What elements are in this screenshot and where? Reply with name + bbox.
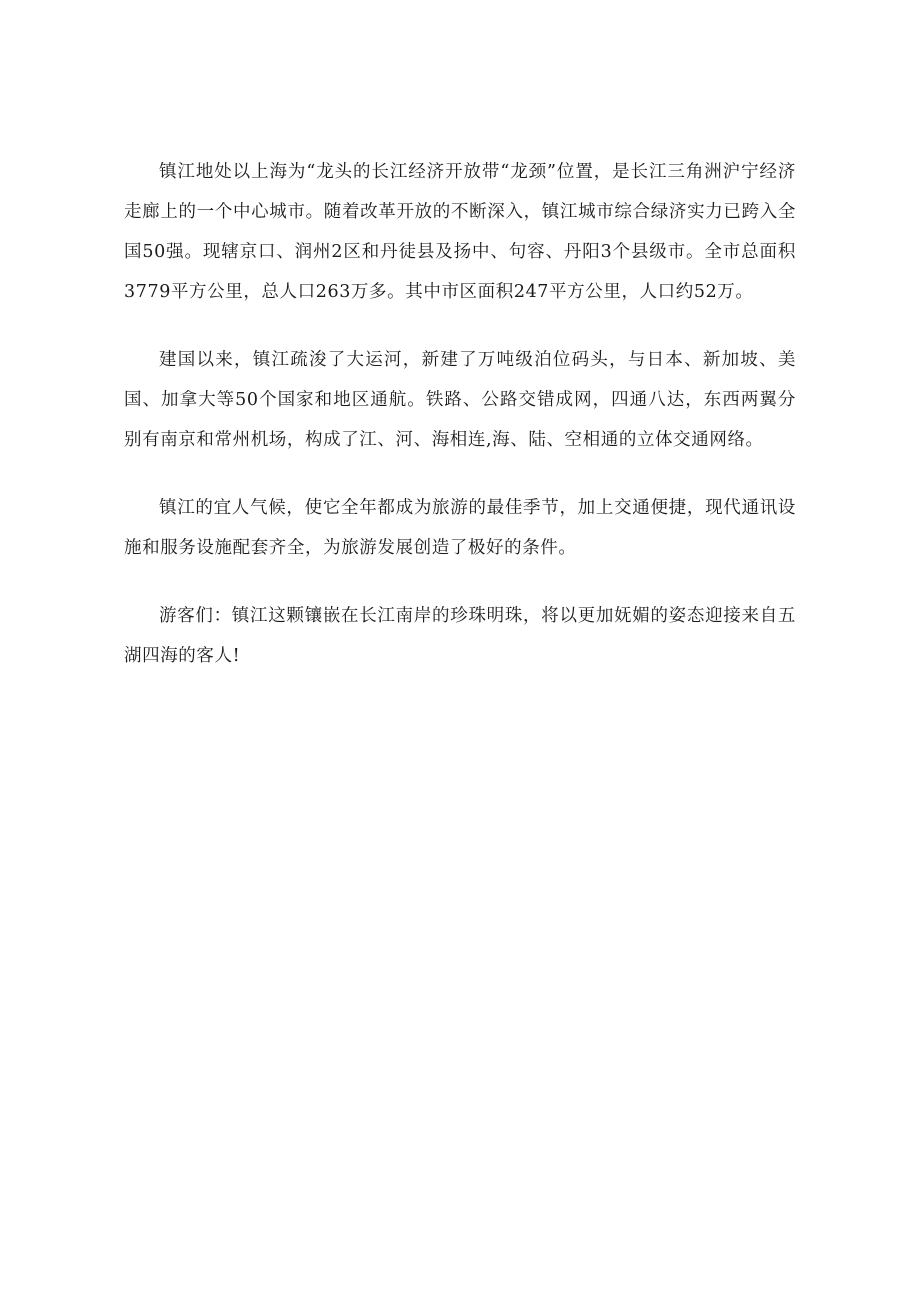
paragraph-climate: 镇江的宜人气候，使它全年都成为旅游的最佳季节，加上交通便捷，现代通讯设施和服务设施配套齐全，为旅游发展创造了极好的条件。: [124, 498, 796, 558]
paragraph-welcome: 游客们：镇江这颗镶嵌在长江南岸的珍珠明珠，将以更加妩媚的姿态迎接来自五湖四海的客人!: [124, 606, 796, 666]
paragraph-overview: 镇江地处以上海为“龙头的长江经济开放带“龙颈”位置，是长江三角洲沪宁经济走廊上的一个中心城市。随着改革开放的不断深入，镇江城市综合绿济实力已跨入全国50强。现辖京口、润州2区和丹徒县及扬中、句容、丹阳3个县级市。全市总面积3779平方公里，总人口263万多。其中市区面积247平方公里，人口约52万。: [124, 162, 796, 302]
document-body: [124, 152, 796, 676]
paragraph-transportation: 建国以来，镇江疏浚了大运河，新建了万吨级泊位码头，与日本、新加坡、美国、加拿大等50个国家和地区通航。铁路、公路交错成网，四通八达，东西两翼分别有南京和常州机场，构成了江、河、海相连,海、陆、空相通的立体交通网络。: [124, 350, 796, 450]
